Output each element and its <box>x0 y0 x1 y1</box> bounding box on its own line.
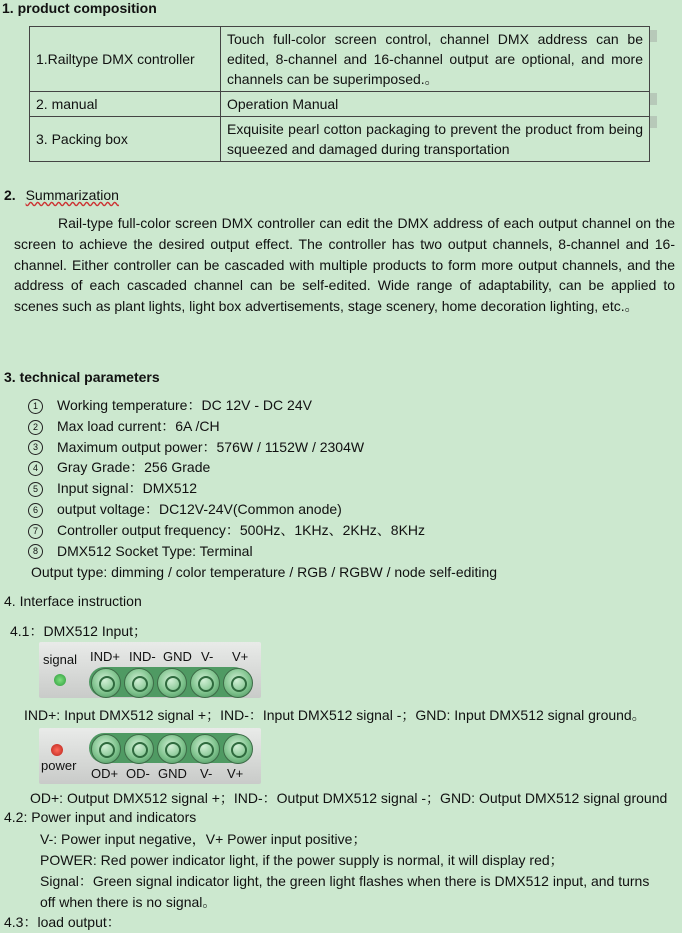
power-label: power <box>41 758 77 773</box>
param-text: Working temperature：DC 12V - DC 24V <box>57 397 312 413</box>
list-item <box>28 478 425 499</box>
terminal-label: OD+ <box>91 766 119 781</box>
output-type-line: Output type: dimming / color temperature / RGB / RGBW / node self-editing <box>31 564 498 580</box>
item-name: 2. manual <box>30 92 221 117</box>
subsection-4-2-title: 4.2: Power input and indicators <box>4 809 197 825</box>
param-text: DMX512 Socket Type: Terminal <box>57 542 253 559</box>
power-text-line: POWER: Red power indicator light, if the power supply is normal, it will display red； <box>40 852 564 868</box>
screw-terminal-icon <box>223 734 253 764</box>
terminal-label: V+ <box>227 766 244 781</box>
list-item <box>28 520 425 541</box>
summary-paragraph <box>14 213 675 317</box>
table-row <box>30 27 650 92</box>
item-description: Exquisite pearl cotton packaging to prevent the product from being squeezed and damaged during transportation <box>221 117 650 162</box>
number-circle: 8 <box>28 544 43 559</box>
screw-terminal-icon <box>190 668 220 698</box>
list-item <box>28 395 425 416</box>
screw-terminal-icon <box>124 668 154 698</box>
item-name: 1.Railtype DMX controller <box>30 27 221 92</box>
signal-led-icon <box>54 674 66 686</box>
power-text-line: V-: Power input negative，V+ Power input positive； <box>40 831 367 847</box>
list-item <box>28 437 425 458</box>
terminal-label: GND <box>158 766 187 781</box>
screw-terminal-icon <box>223 668 253 698</box>
subsection-4-1-title: 4.1：DMX512 Input； <box>10 623 147 639</box>
param-text: output voltage：DC12V-24V(Common anode) <box>57 500 342 517</box>
number-circle: 7 <box>28 524 43 539</box>
table-row <box>30 92 650 117</box>
section-2-number: 2. <box>4 187 16 203</box>
number-circle: 6 <box>28 503 43 518</box>
screw-terminal-icon <box>190 734 220 764</box>
section-3-title: 3. technical parameters <box>4 369 160 385</box>
param-text: Maximum output power：576W / 1152W / 2304W <box>57 438 365 455</box>
list-item <box>28 416 425 437</box>
power-text-line: off when there is no signal。 <box>40 894 217 910</box>
output-terminal-image <box>39 728 261 784</box>
screw-terminal-icon <box>157 734 187 764</box>
input-description: IND+: Input DMX512 signal +；IND-：Input DMX512 signal -；GND: Input DMX512 signal ground。 <box>24 707 646 723</box>
terminal-label: V+ <box>232 649 249 664</box>
screw-terminal-icon <box>91 734 121 764</box>
terminal-label: V- <box>201 649 214 664</box>
subsection-4-3-title: 4.3：load output： <box>4 914 121 930</box>
terminal-label: IND- <box>129 649 156 664</box>
screw-terminal-icon <box>91 668 121 698</box>
section-4-title <box>4 593 142 609</box>
power-text-line: Signal：Green signal indicator light, the green light flashes when there is DMX512 input, and turns <box>40 873 650 889</box>
section-2-label: Summarization <box>25 187 119 203</box>
section-2-title <box>4 187 119 203</box>
list-item <box>28 499 425 520</box>
section-1-title: 1. product composition <box>2 0 157 16</box>
terminal-label: OD- <box>126 766 150 781</box>
param-text: Max load current：6A /CH <box>57 417 220 434</box>
item-description: Touch full-color screen control, channel DMX address can be edited, 8-channel and 16-channel output are optional, and more channels can be superimposed.。 <box>221 27 650 92</box>
number-circle: 4 <box>28 461 43 476</box>
row-marker <box>650 116 657 128</box>
section-4-label: 4. Interface instruction <box>4 593 142 609</box>
screw-terminal-icon <box>157 668 187 698</box>
number-circle: 5 <box>28 482 43 497</box>
output-description: OD+: Output DMX512 signal +；IND-：Output DMX512 signal -；GND: Output DMX512 signal ground <box>30 790 668 806</box>
terminal-label: V- <box>200 766 213 781</box>
item-name: 3. Packing box <box>30 117 221 162</box>
screw-terminal-icon <box>124 734 154 764</box>
row-marker <box>650 30 657 42</box>
number-circle: 2 <box>28 420 43 435</box>
item-description: Operation Manual <box>221 92 650 117</box>
input-terminal-image <box>39 642 261 698</box>
row-marker <box>650 93 657 105</box>
signal-label: signal <box>43 652 77 667</box>
product-composition-table <box>29 26 650 162</box>
param-text: Gray Grade：256 Grade <box>57 459 211 476</box>
param-text: Controller output frequency：500Hz、1KHz、2KHz、8KHz <box>57 521 426 538</box>
list-item <box>28 541 425 562</box>
power-led-icon <box>51 744 63 756</box>
summary-text: Rail-type full-color screen DMX controller can edit the DMX address of each output channel on the screen to achieve the desired output effect. The controller has two output channels, 8-channel and 16-channel. Either controller can be cascaded with multiple products to form more output channels, and the address of each cascaded channel can be self-edited. Wide range of adaptability, can be applied to scenes such as plant lights, light box advertisements, stage scenery, home decoration lighting, etc.。 <box>14 215 675 315</box>
list-item <box>28 457 425 478</box>
param-text: Input signal：DMX512 <box>57 480 198 497</box>
terminal-label: IND+ <box>90 649 120 664</box>
number-circle: 1 <box>28 399 43 414</box>
terminal-label: GND <box>163 649 192 664</box>
table-row <box>30 117 650 162</box>
number-circle: 3 <box>28 440 43 455</box>
parameter-list <box>28 395 425 561</box>
